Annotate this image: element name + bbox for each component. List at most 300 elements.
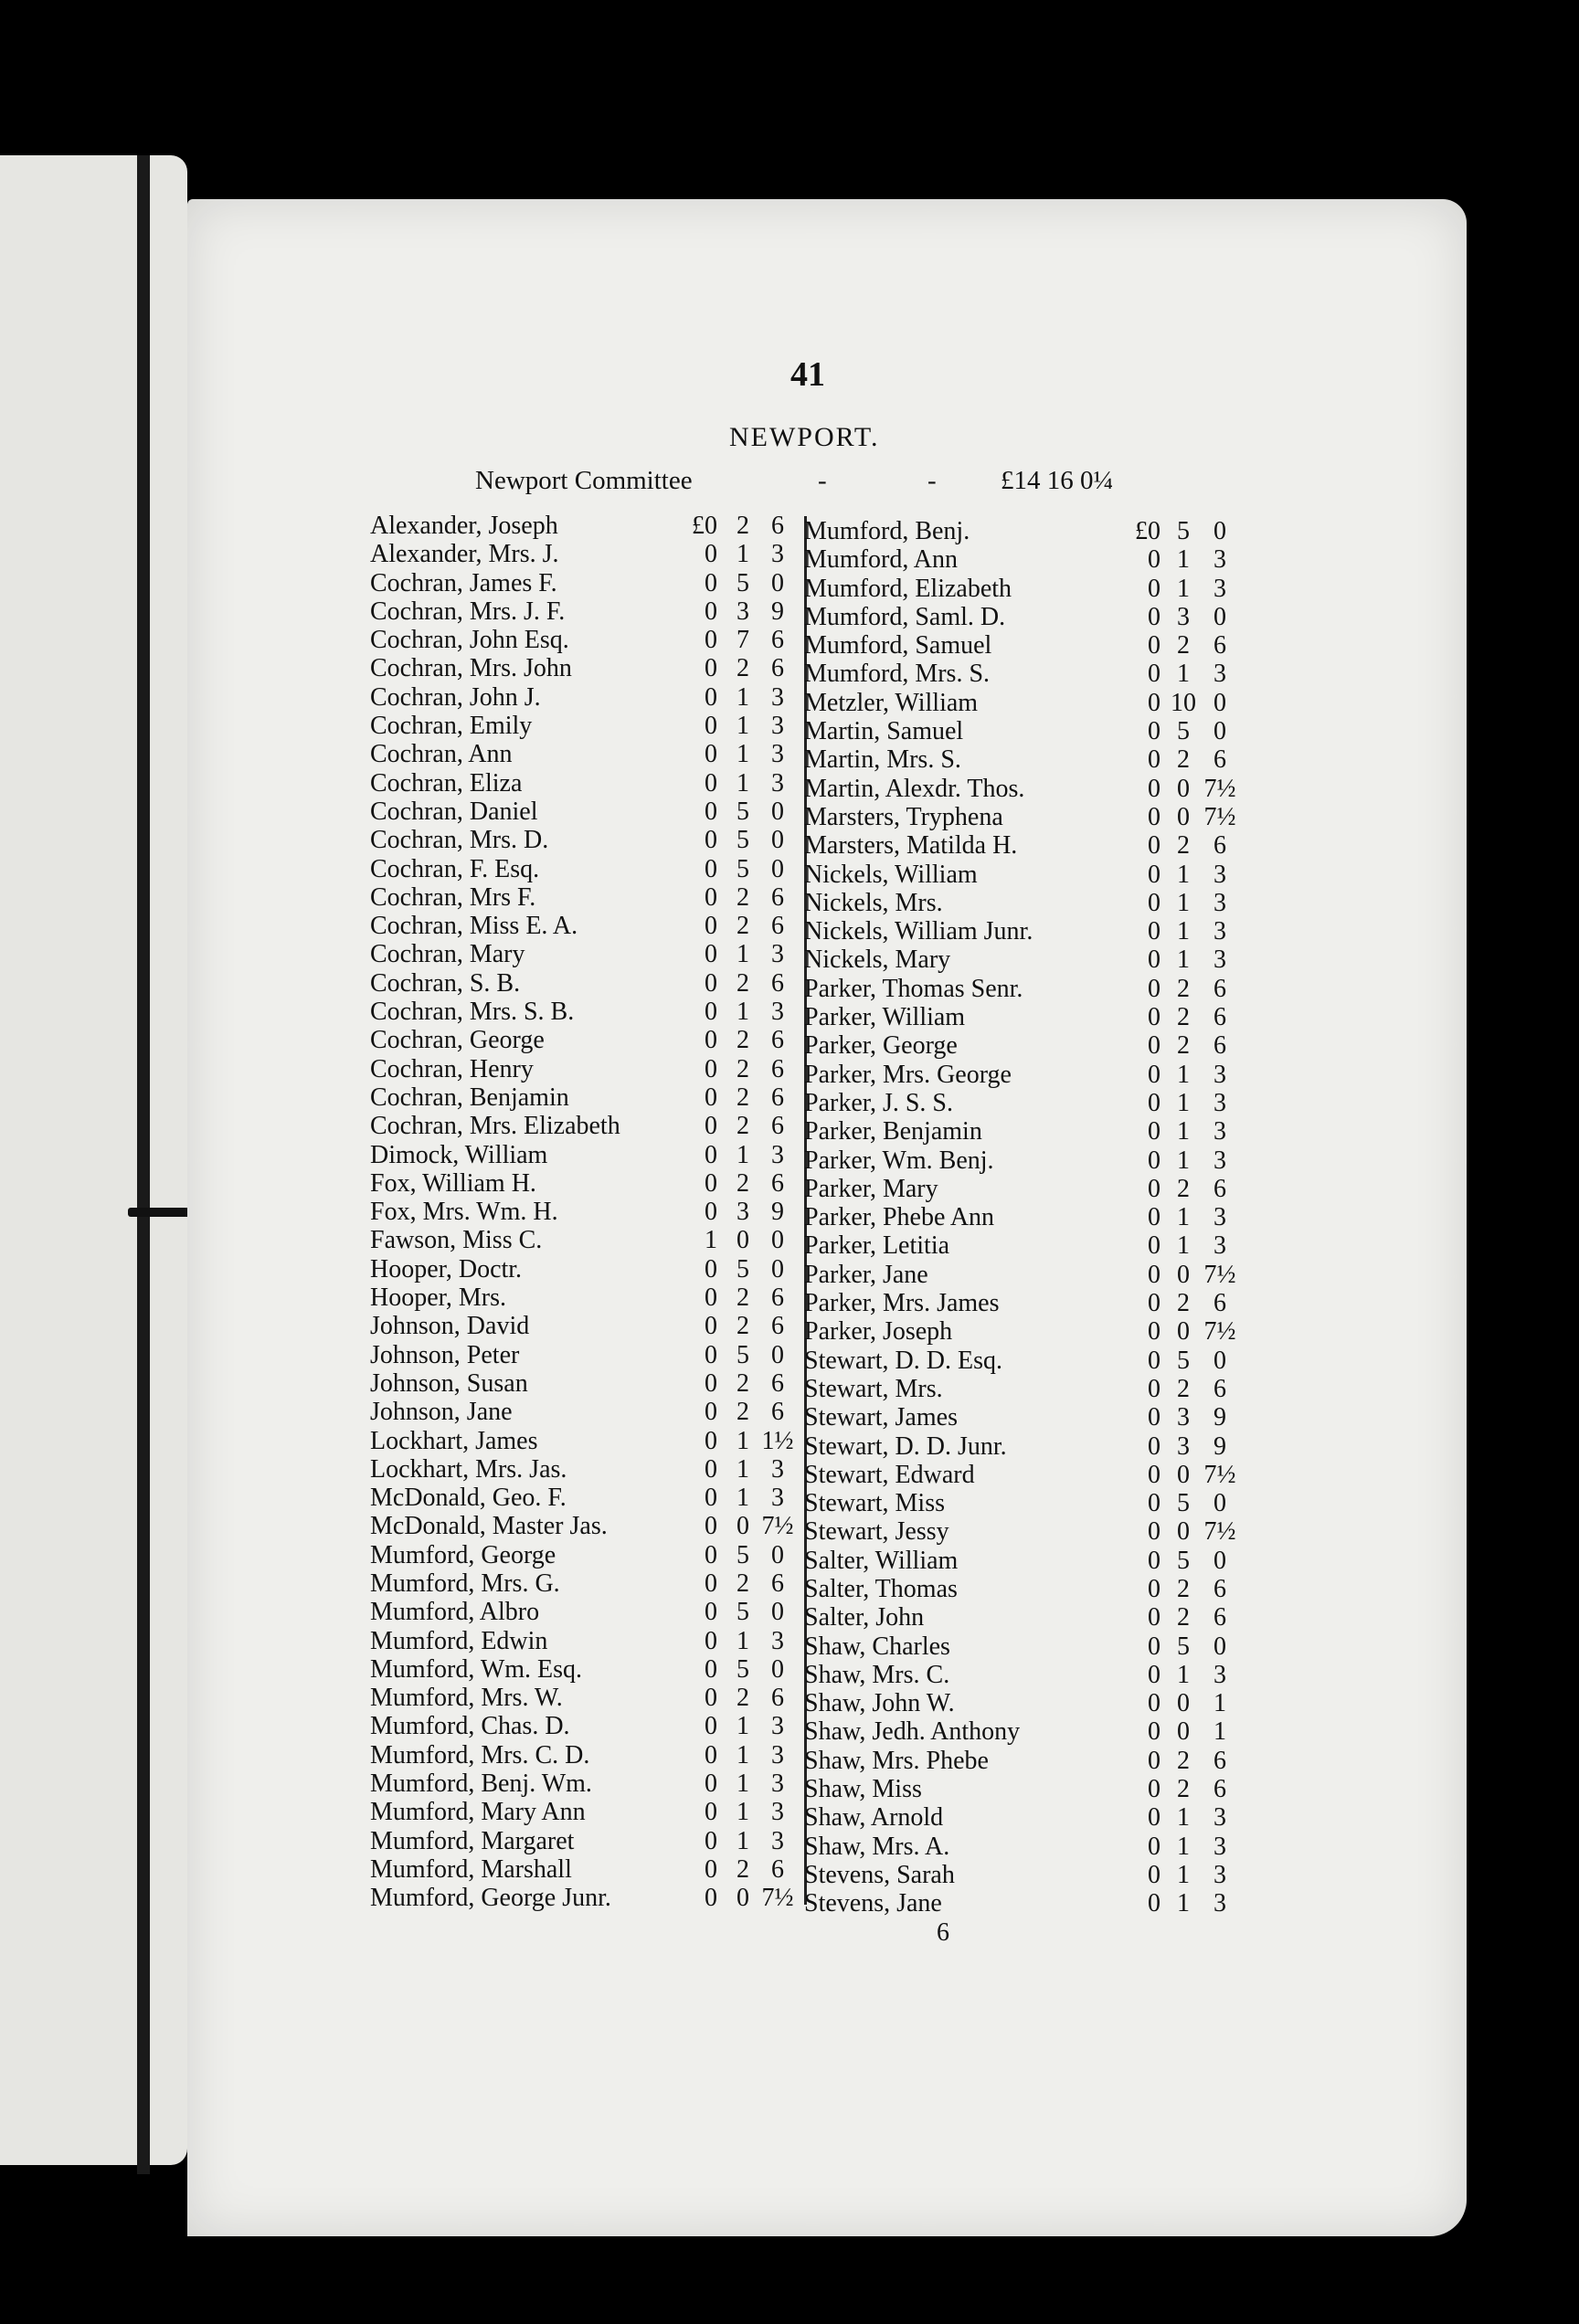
amount-pounds: 0 [705,1769,717,1799]
amount-shillings: 5 [737,1598,749,1627]
subscriber-list-right [804,517,1234,1918]
amount-pounds: 0 [1148,1003,1160,1032]
subscriber-name: Cochran, Henry [370,1054,534,1083]
amount-shillings: 2 [1177,831,1190,861]
amount-pence: 0 [1213,1346,1226,1375]
subscriber-name: Shaw, Jedh. Anthony [804,1717,1021,1747]
subscriber-row [370,1255,790,1283]
subscriber-row [804,1003,1234,1031]
subscriber-row [370,1312,790,1340]
subscriber-row [804,1632,1234,1661]
committee-label: Newport Committee [475,466,693,495]
amount-pounds: 0 [705,1826,717,1855]
amount-pence: 3 [1213,1803,1226,1833]
amount-pence: 7½ [1203,1260,1236,1289]
amount-pounds: 0 [705,1854,717,1884]
amount-pounds: 0 [1148,1203,1160,1232]
amount-pounds: 0 [705,1484,717,1513]
subscriber-name: Salter, John [804,1603,925,1632]
amount-shillings: 1 [737,1426,749,1455]
subscriber-row [804,745,1234,774]
committee-line [475,466,1206,502]
subscriber-row [370,798,790,826]
subscriber-name: Mumford, Benj. [804,517,970,545]
amount-pence: 7½ [1203,1460,1236,1489]
amount-shillings: 3 [1177,1431,1190,1461]
subscriber-name: Cochran, Daniel [370,797,538,826]
subscriber-name: Shaw, John W. [804,1689,955,1718]
subscriber-name: Nickels, Mary [804,945,951,975]
subscriber-name: Cochran, Benjamin [370,1083,569,1112]
subscriber-name: Shaw, Arnold [804,1803,944,1833]
amount-shillings: 1 [737,1140,749,1169]
subscriber-row [370,769,790,798]
subscriber-name: Parker, Mrs. James [804,1289,1000,1318]
amount-shillings: 1 [1177,1203,1190,1232]
subscriber-row [370,1083,790,1112]
subscriber-row [804,1347,1234,1375]
amount-shillings: 1 [737,682,749,712]
amount-pounds: 1 [705,1226,717,1255]
subscriber-row [370,1769,790,1798]
amount-pence: 6 [771,1312,784,1341]
amount-pounds: 0 [705,797,717,826]
subscriber-row [370,1141,790,1169]
subscriber-name: Mumford, George Junr. [370,1884,611,1913]
amount-pounds: 0 [705,712,717,741]
amount-pence: 3 [1213,545,1226,575]
amount-pounds: 0 [1148,1517,1160,1547]
amount-shillings: 5 [1177,1546,1190,1575]
amount-pounds: 0 [1148,1346,1160,1375]
subscriber-row [804,1061,1234,1089]
amount-pence: 6 [771,968,784,998]
subscriber-name: Mumford, Marshall [370,1854,572,1884]
amount-pence: 7½ [1203,1317,1236,1347]
amount-pounds: 0 [1148,1146,1160,1175]
subscriber-row [370,1198,790,1226]
subscriber-row [804,1603,1234,1632]
amount-pounds: 0 [705,854,717,883]
amount-pence: 3 [771,940,784,969]
amount-pounds: 0 [1148,660,1160,689]
amount-pence: 6 [1213,1174,1226,1203]
subscriber-name: Parker, Thomas Senr. [804,974,1023,1003]
subscriber-row [804,1547,1234,1575]
amount-pounds: 0 [1148,717,1160,746]
subscriber-name: Parker, Joseph [804,1317,953,1347]
amount-pounds: 0 [705,1340,717,1369]
subscriber-name: Parker, Mary [804,1174,938,1203]
amount-shillings: 1 [1177,860,1190,889]
amount-shillings: 1 [1177,660,1190,689]
subscriber-row [370,1855,790,1884]
amount-pence: 7½ [1203,802,1236,831]
amount-pence: 6 [771,654,784,683]
amount-pence: 1 [1213,1689,1226,1718]
amount-pence: 7½ [1203,774,1236,803]
subscriber-row [804,889,1234,917]
subscriber-name: Martin, Mrs. S. [804,745,961,775]
amount-shillings: 2 [737,1684,749,1713]
subscriber-row [370,1598,790,1626]
amount-shillings: 1 [737,1826,749,1855]
amount-pence: 6 [1213,1031,1226,1061]
amount-shillings: 2 [737,882,749,912]
amount-pounds: 0 [1148,1546,1160,1575]
amount-shillings: 7 [737,626,749,655]
amount-pounds: 0 [1148,1060,1160,1089]
amount-shillings: 10 [1171,688,1196,717]
amount-shillings: 2 [1177,1031,1190,1061]
subscriber-name: Parker, William [804,1003,966,1032]
subscriber-name: Johnson, Jane [370,1398,513,1427]
amount-pence: 6 [771,1283,784,1313]
amount-pounds: 0 [1148,1460,1160,1489]
amount-pence: 3 [771,1798,784,1827]
subscriber-row [370,1512,794,1541]
subscriber-row [804,545,1234,574]
amount-pence: 3 [1213,1146,1226,1175]
subscriber-name: Fox, Mrs. Wm. H. [370,1198,558,1227]
subscriber-row [804,1861,1234,1889]
subscriber-name: Cochran, S. B. [370,968,521,998]
subscriber-name: Stewart, Edward [804,1460,975,1489]
amount-pence: 3 [1213,1060,1226,1089]
amount-pence: 0 [1213,1546,1226,1575]
subscriber-name: Mumford, Saml. D. [804,602,1006,631]
subscriber-row [370,1655,790,1684]
amount-pence: 3 [771,998,784,1027]
amount-pence: 0 [1213,688,1226,717]
amount-shillings: 1 [737,1798,749,1827]
amount-pence: 6 [1213,631,1226,660]
committee-dash: - [818,466,827,495]
subscriber-name: Mumford, Benj. Wm. [370,1769,592,1799]
subscriber-name: Parker, Letitia [804,1231,950,1261]
subscriber-row [804,1231,1234,1260]
subscriber-name: Shaw, Mrs. A. [804,1832,950,1861]
subscriber-row [804,1803,1234,1832]
amount-pence: 0 [771,826,784,855]
committee-dash: - [927,466,937,495]
amount-pounds: 0 [705,1312,717,1341]
amount-pounds: 0 [1148,545,1160,575]
amount-pence: 0 [771,1598,784,1627]
amount-pounds: 0 [705,1654,717,1684]
amount-pounds: 0 [705,654,717,683]
subscriber-name: Fox, William H. [370,1168,536,1198]
subscriber-row [804,1117,1234,1146]
amount-pence: 6 [1213,831,1226,861]
subscriber-name: Cochran, Mrs. S. B. [370,998,575,1027]
amount-pence: 0 [1213,717,1226,746]
amount-pounds: 0 [705,1454,717,1484]
subscriber-name: Cochran, John J. [370,682,541,712]
subscriber-name: Mumford, Mrs. C. D. [370,1740,590,1769]
subscriber-name: Alexander, Mrs. J. [370,540,559,569]
amount-pence: 9 [771,597,784,626]
amount-pence: 6 [771,1368,784,1398]
amount-pence: 0 [1213,1489,1226,1518]
subscriber-name: Cochran, James F. [370,568,557,597]
amount-pounds: 0 [1148,631,1160,660]
amount-pounds: 0 [1148,1489,1160,1518]
amount-pence: 3 [1213,1117,1226,1146]
amount-shillings: 5 [1177,717,1190,746]
subscriber-name: Parker, Phebe Ann [804,1203,995,1232]
subscriber-row [370,1369,790,1398]
amount-shillings: 1 [737,1454,749,1484]
amount-pounds: 0 [1148,1689,1160,1718]
amount-shillings: 1 [1177,1889,1190,1918]
amount-shillings: 2 [737,654,749,683]
amount-shillings: 3 [737,597,749,626]
subscriber-name: Mumford, Chas. D. [370,1712,570,1741]
amount-shillings: 5 [1177,1489,1190,1518]
subscriber-row [804,1031,1234,1060]
amount-pounds: 0 [1148,574,1160,603]
subscriber-name: Alexander, Joseph [370,512,558,540]
subscriber-row [370,597,790,626]
subscriber-row [370,940,790,968]
subscriber-row [370,855,790,883]
subscriber-name: Stewart, Miss [804,1489,945,1518]
amount-shillings: 2 [1177,745,1190,775]
amount-shillings: 2 [1177,974,1190,1003]
amount-pence: 0 [1213,1632,1226,1661]
subscriber-row [804,1775,1234,1803]
subscriber-name: Salter, Thomas [804,1574,958,1603]
amount-shillings: 1 [1177,1832,1190,1861]
subscriber-name: Shaw, Miss [804,1775,922,1804]
amount-pounds: 0 [705,626,717,655]
amount-pence: 3 [771,1140,784,1169]
subscriber-name: Johnson, Susan [370,1368,528,1398]
amount-shillings: 0 [1177,802,1190,831]
amount-pounds: 0 [1148,917,1160,946]
amount-shillings: 2 [737,1168,749,1198]
amount-shillings: 1 [1177,545,1190,575]
amount-shillings: 2 [737,1854,749,1884]
amount-shillings: 2 [1177,631,1190,660]
amount-shillings: 0 [1177,1317,1190,1347]
amount-pence: 6 [1213,974,1226,1003]
subscriber-row [804,1089,1234,1117]
subscriber-row [804,975,1234,1003]
subscriber-row [370,912,790,940]
amount-shillings: 0 [1177,1689,1190,1718]
amount-pounds: 0 [1148,1746,1160,1775]
amount-pence: 9 [771,1198,784,1227]
subscriber-name: Nickels, William [804,860,978,889]
subscriber-name: Mumford, Ann [804,545,958,575]
subscriber-row [370,1169,790,1198]
amount-pence: 3 [771,768,784,798]
amount-pence: 3 [771,740,784,769]
amount-shillings: 5 [737,797,749,826]
amount-shillings: 1 [737,998,749,1027]
amount-pence: 0 [1213,602,1226,631]
amount-pounds: 0 [705,1598,717,1627]
subscriber-name: Parker, J. S. S. [804,1088,953,1117]
amount-shillings: 5 [737,1254,749,1283]
amount-shillings: 1 [737,1740,749,1769]
subscriber-row [370,969,790,998]
amount-pence: 6 [771,1083,784,1112]
amount-pence: 9 [1213,1431,1226,1461]
subscriber-row [370,1226,790,1254]
subscriber-name: Shaw, Mrs. C. [804,1660,950,1689]
subscriber-name: Cochran, F. Esq. [370,854,540,883]
amount-shillings: 1 [1177,1088,1190,1117]
subscriber-name: Cochran, Mrs. Elizabeth [370,1112,620,1141]
subscriber-name: Mumford, Edwin [370,1626,548,1655]
amount-pence: 3 [771,712,784,741]
subscriber-name: Cochran, Mrs. J. F. [370,597,566,626]
subscriber-row [804,1403,1234,1431]
page-heading: NEWPORT. [729,422,880,452]
amount-pence: 0 [771,1540,784,1569]
subscriber-row [804,1717,1234,1746]
amount-pence: 3 [1213,574,1226,603]
amount-pounds: 0 [1148,1374,1160,1403]
amount-shillings: 5 [737,854,749,883]
subscriber-row [370,1541,790,1569]
subscriber-name: McDonald, Geo. F. [370,1484,567,1513]
subscriber-name: Mumford, Mary Ann [370,1798,586,1827]
amount-shillings: 5 [1177,517,1190,545]
amount-pence: 3 [771,1769,784,1799]
amount-shillings: 1 [1177,888,1190,917]
subscriber-name: Parker, Wm. Benj. [804,1146,994,1175]
amount-shillings: 1 [737,1769,749,1799]
amount-pounds: 0 [705,768,717,798]
subscriber-row [370,712,790,740]
amount-pence: 7½ [761,1884,794,1913]
subscriber-name: Mumford, Elizabeth [804,574,1012,603]
subscriber-row [804,1747,1234,1775]
amount-pence: 7½ [761,1512,794,1541]
subscriber-name: Fawson, Miss C. [370,1226,543,1255]
amount-pence: 6 [771,512,784,540]
amount-pence: 6 [1213,1574,1226,1603]
amount-shillings: 2 [737,1312,749,1341]
amount-pence: 6 [771,1168,784,1198]
amount-pence: 6 [1213,1603,1226,1632]
subscriber-name: Martin, Samuel [804,717,964,746]
amount-pounds: 0 [705,998,717,1027]
amount-shillings: 5 [1177,1632,1190,1661]
subscriber-name: Stevens, Jane [804,1889,942,1918]
subscriber-row [804,1661,1234,1689]
amount-pence: 0 [771,1340,784,1369]
amount-shillings: 2 [737,1054,749,1083]
amount-pounds: 0 [705,940,717,969]
subscriber-name: Marsters, Matilda H. [804,831,1018,861]
subscriber-name: Mumford, Mrs. S. [804,660,991,689]
subscriber-row [804,1375,1234,1403]
amount-shillings: 5 [1177,1346,1190,1375]
subscriber-name: Cochran, John Esq. [370,626,569,655]
amount-shillings: 5 [737,1340,749,1369]
subscriber-row [804,1889,1234,1917]
amount-shillings: 1 [737,1484,749,1513]
amount-pounds: 0 [1148,1832,1160,1861]
amount-shillings: 1 [1177,945,1190,975]
amount-pounds: 0 [1148,1803,1160,1833]
amount-pounds: 0 [705,1798,717,1827]
amount-pence: 6 [771,626,784,655]
amount-pounds: 0 [705,1512,717,1541]
amount-pence: 6 [771,882,784,912]
subscriber-row [804,945,1234,974]
subscriber-name: Parker, George [804,1031,958,1061]
amount-pence: 3 [771,1484,784,1513]
amount-pounds: 0 [705,1083,717,1112]
amount-pence: 3 [1213,1203,1226,1232]
amount-pence: 3 [1213,1660,1226,1689]
amount-pounds: 0 [1148,1231,1160,1261]
amount-pounds: 0 [1148,1717,1160,1747]
amount-pounds: 0 [1148,831,1160,861]
amount-pence: 3 [1213,860,1226,889]
subscriber-name: Lockhart, Mrs. Jas. [370,1454,567,1484]
subscriber-row [370,654,790,682]
subscriber-row [804,1175,1234,1203]
amount-shillings: 5 [737,1540,749,1569]
amount-pence: 3 [771,1826,784,1855]
amount-pence: 6 [1213,1374,1226,1403]
amount-pounds: 0 [705,1426,717,1455]
amount-pounds: 0 [1148,602,1160,631]
subscriber-row [804,631,1234,660]
subscriber-row [370,1026,790,1054]
subscriber-name: Cochran, George [370,1026,545,1055]
amount-pounds: 0 [1148,802,1160,831]
amount-pence: 6 [771,1684,784,1713]
subscriber-row [804,1203,1234,1231]
amount-pence: 3 [771,1454,784,1484]
amount-pence: 3 [771,1626,784,1655]
subscriber-row [370,998,790,1026]
amount-shillings: 1 [1177,1660,1190,1689]
signature-mark: 6 [937,1918,949,1947]
amount-pounds: 0 [1148,1889,1160,1918]
amount-shillings: 1 [737,712,749,741]
subscriber-row [804,1575,1234,1603]
subscriber-row [804,575,1234,603]
amount-shillings: 2 [737,1283,749,1313]
amount-pounds: £0 [692,512,717,540]
subscriber-name: Stewart, Jessy [804,1517,949,1547]
subscriber-name: McDonald, Master Jas. [370,1512,608,1541]
subscriber-name: Mumford, Wm. Esq. [370,1654,583,1684]
amount-pence: 3 [1213,917,1226,946]
amount-shillings: 1 [737,940,749,969]
subscriber-name: Cochran, Mary [370,940,525,969]
amount-pence: 6 [771,912,784,941]
subscriber-list-left [370,512,794,1913]
subscriber-name: Cochran, Mrs F. [370,882,536,912]
amount-shillings: 1 [1177,1146,1190,1175]
amount-pounds: 0 [705,1368,717,1398]
amount-pounds: 0 [705,1198,717,1227]
amount-shillings: 1 [737,1712,749,1741]
amount-pence: 6 [771,1026,784,1055]
subscriber-name: Lockhart, James [370,1426,538,1455]
amount-pounds: 0 [1148,745,1160,775]
